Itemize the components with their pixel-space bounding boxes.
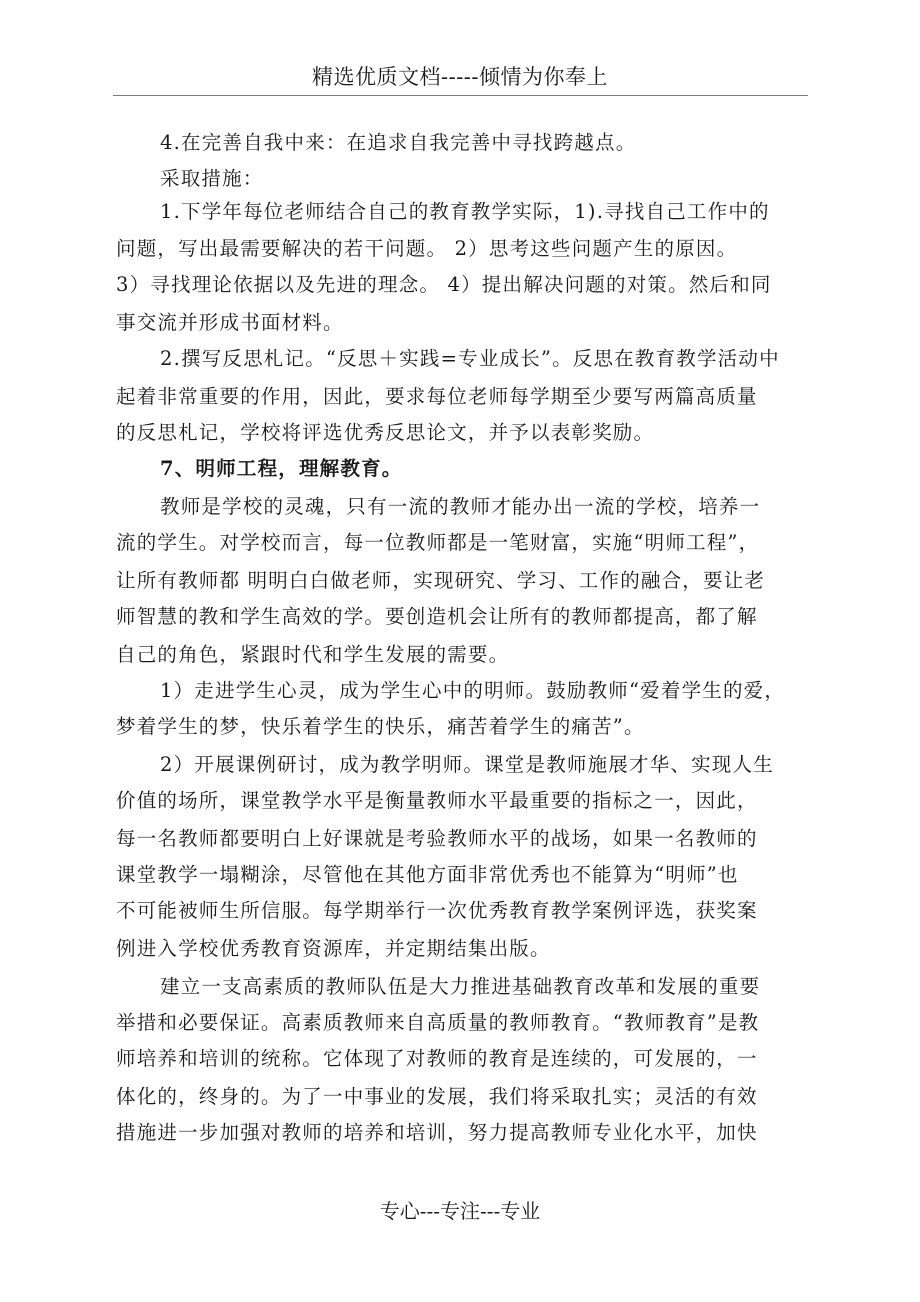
header-divider <box>113 95 808 96</box>
text-line: 不可能被师生所信服。每学期举行一次优秀教育教学案例评选，获奖案 <box>116 899 758 922</box>
text-line: 3）寻找理论依据以及先进的理念。 4）提出解决问题的对策。然后和同 <box>116 273 772 296</box>
text-line: 体化的，终身的。为了一中事业的发展，我们将采取扎实；灵活的有效 <box>116 1085 758 1108</box>
text-line: 师培养和培训的统称。它体现了对教师的教育是连续的，可发展的，一 <box>116 1047 758 1070</box>
text-line: 建立一支高素质的教师队伍是大力推进基础教育改革和发展的重要 <box>160 975 761 998</box>
text-line: 1）走进学生心灵，成为学生心中的明师。鼓励教师“爱着学生的爱， <box>160 679 786 702</box>
text-line: 梦着学生的梦，快乐着学生的快乐，痛苦着学生的痛苦”。 <box>116 715 645 738</box>
text-line: 例进入学校优秀教育资源库，并定期结集出版。 <box>116 937 551 960</box>
text-line: 价值的场所，课堂教学水平是衡量教师水平最重要的指标之一，因此， <box>116 789 758 812</box>
text-line: 2）开展课例研讨，成为教学明师。课堂是教师施展才华、实现人生 <box>160 753 774 776</box>
text-line: 每一名教师都要明白上好课就是考验教师水平的战场，如果一名教师的 <box>116 827 758 850</box>
text-line: 2.撰写反思札记。“反思＋实践=专业成长”。反思在教育教学活动中 <box>160 347 780 370</box>
page-header: 精选优质文档-----倾情为你奉上 <box>312 65 608 89</box>
section-heading: 7、明师工程，理解教育。 <box>160 457 403 480</box>
text-line: 措施进一步加强对教师的培养和培训，努力提高教师专业化水平，加快 <box>116 1121 758 1144</box>
text-line: 教师是学校的灵魂，只有一流的教师才能办出一流的学校，培养一 <box>160 495 761 518</box>
page-footer: 专心---专注---专业 <box>379 1199 541 1223</box>
text-line: 流的学生。对学校而言，每一位教师都是一笔财富，实施“明师工程”， <box>116 531 760 554</box>
text-line: 让所有教师都 明明白白做老师，实现研究、学习、工作的融合，要让老 <box>116 569 766 592</box>
text-line: 1.下学年每位老师结合自己的教育教学实际，1).寻找自己工作中的 <box>160 200 770 223</box>
text-line: 事交流并形成书面材料。 <box>116 311 344 334</box>
text-line: 师智慧的教和学生高效的学。要创造机会让所有的教师都提高，都了解 <box>116 605 758 628</box>
text-line: 举措和必要保证。高素质教师来自高质量的教师教育。“教师教育”是教 <box>116 1011 760 1034</box>
text-line: 课堂教学一塌糊涂，尽管他在其他方面非常优秀也不能算为“明师”也 <box>116 863 739 886</box>
text-line: 起着非常重要的作用，因此，要求每位老师每学期至少要写两篇高质量 <box>116 385 758 408</box>
text-line: 自己的角色，紧跟时代和学生发展的需要。 <box>116 643 510 666</box>
text-line: 问题，写出最需要解决的若干问题。 2）思考这些问题产生的原因。 <box>116 237 738 260</box>
text-line: 采取措施： <box>160 167 264 190</box>
text-line: 4.在完善自我中来：在追求自我完善中寻找跨越点。 <box>160 131 637 154</box>
text-line: 的反思札记，学校将评选优秀反思论文，并予以表彰奖励。 <box>116 421 655 444</box>
